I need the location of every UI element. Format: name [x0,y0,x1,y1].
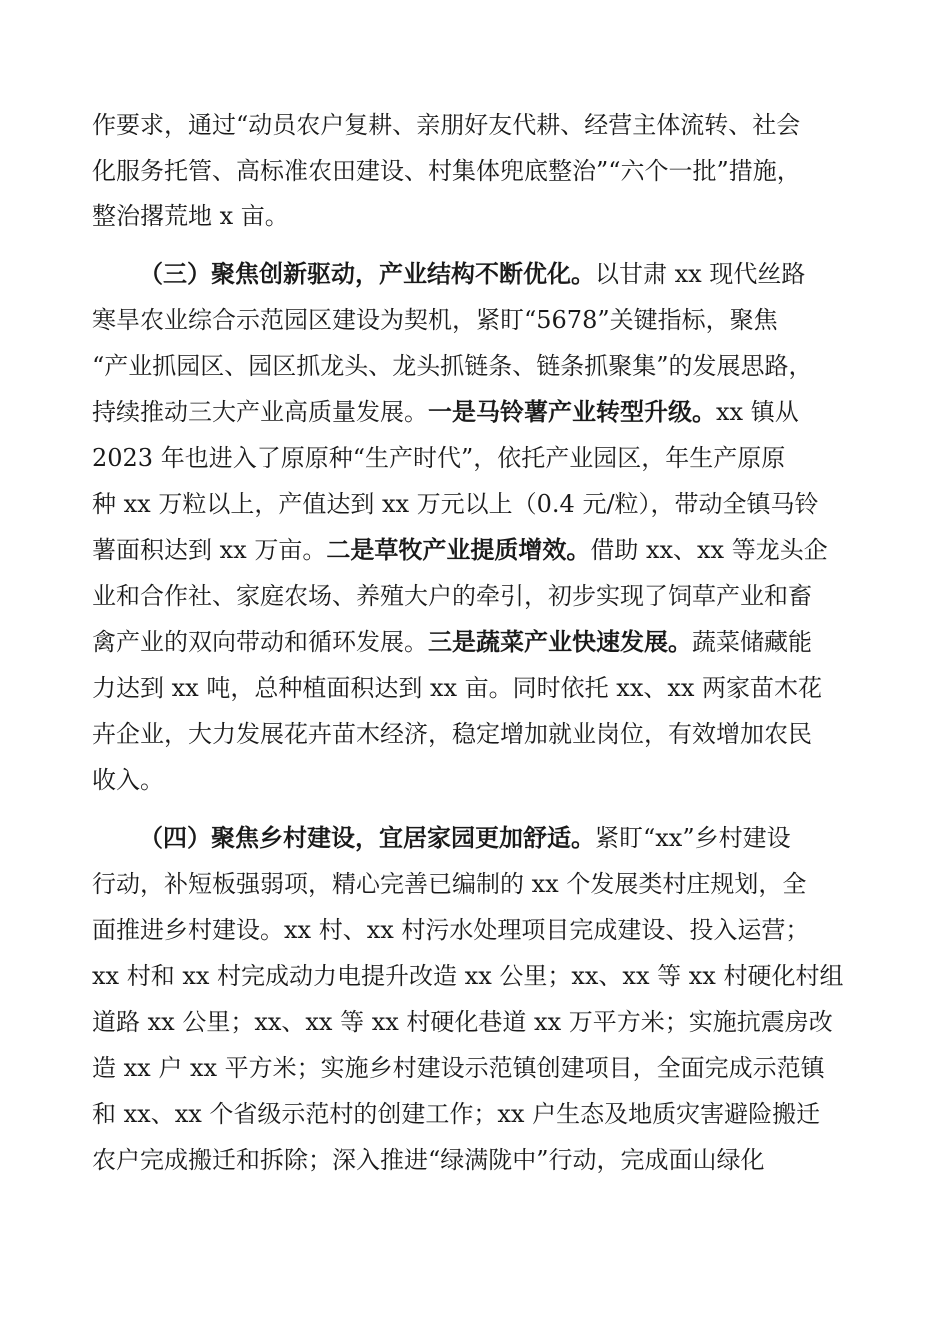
text-segment: 卉企业，大力发展花卉苗木经济，稳定增加就业岗位，有效增加农民 [92,720,812,748]
text-line [92,151,801,191]
text-segment: 借助 xx、xx 等龙头企 [590,536,828,564]
text-line [92,1002,833,1042]
text-line [92,196,289,236]
text-segment: “产业抓园区、园区抓龙头、龙头抓链条、链条抓聚集”的发展思路， [92,352,813,380]
text-line [92,714,812,754]
text-segment: 以甘肃 xx 现代丝路 [595,260,806,288]
text-segment: 紧盯“xx”乡村建设 [595,824,791,852]
text-line [92,484,819,524]
section-heading-4-line [139,818,791,858]
text-segment: 持续推动三大产业高质量发展。 [92,398,428,426]
text-segment: 和 xx、xx 个省级示范村的创建工作；xx 户生态及地质灾害避险搬迁 [92,1100,821,1128]
text-line [92,760,164,800]
text-segment: 寒旱农业综合示范园区建设为契机，紧盯“5678”关键指标，聚焦 [92,306,778,334]
text-line [92,392,799,432]
text-segment: 禽产业的双向带动和循环发展。 [92,628,428,656]
text-line [92,576,812,616]
text-segment: 收入。 [92,766,164,794]
text-segment: xx 村和 xx 村完成动力电提升改造 xx 公里；xx、xx 等 xx 村硬化村组 [92,962,844,990]
text-segment: 行动，补短板强弱项，精心完善已编制的 xx 个发展类村庄规划，全 [92,870,807,898]
text-segment: xx 镇从 [716,398,799,426]
section-heading-4: （四）聚焦乡村建设，宜居家园更加舒适。 [139,823,595,852]
text-segment: 力达到 xx 吨，总种植面积达到 xx 亩。同时依托 xx、xx 两家苗木花 [92,674,823,702]
text-line [92,300,778,340]
text-segment: 农户完成搬迁和拆除；深入推进“绿满陇中”行动，完成面山绿化 [92,1146,765,1174]
text-segment: 种 xx 万粒以上，产值达到 xx 万元以上（0.4 元/粒），带动全镇马铃 [92,490,819,518]
text-line [92,956,843,996]
text-line [92,1094,820,1134]
text-segment: 蔬菜储藏能 [692,628,812,656]
text-line [92,1048,825,1088]
text-segment: 整治撂荒地 x 亩。 [92,202,289,230]
text-segment: 作要求，通过“动员农户复耕、亲朋好友代耕、经营主体流转、社会 [92,111,801,139]
text-line [92,530,828,570]
text-line [92,438,785,478]
text-segment: 面推进乡村建设。xx 村、xx 村污水处理项目完成建设、投入运营； [92,916,810,944]
section-heading-3: （三）聚焦创新驱动，产业结构不断优化。 [139,259,595,288]
text-segment: 道路 xx 公里；xx、xx 等 xx 村硬化巷道 xx 万平方米；实施抗震房改 [92,1008,833,1036]
text-line [92,864,806,904]
text-segment: 造 xx 户 xx 平方米；实施乡村建设示范镇创建项目，全面完成示范镇 [92,1054,825,1082]
text-segment: 薯面积达到 xx 万亩。 [92,536,327,564]
subheading-vegetable: 三是蔬菜产业快速发展。 [428,627,692,656]
text-line [92,622,812,662]
text-segment: 化服务托管、高标准农田建设、村集体兜底整治”“六个一批”措施， [92,157,801,185]
section-heading-3-line [139,254,805,294]
text-line [92,910,809,950]
subheading-potato: 一是马铃薯产业转型升级。 [428,397,716,426]
text-segment: 2023 年也进入了原原种“生产时代”，依托产业园区，年生产原原 [92,444,786,472]
text-line [92,105,800,145]
text-line [92,1140,765,1180]
text-segment: 业和合作社、家庭农场、养殖大户的牵引，初步实现了饲草产业和畜 [92,582,812,610]
subheading-grass-livestock: 二是草牧产业提质增效。 [326,535,591,564]
text-line [92,668,822,708]
text-line [92,346,813,386]
